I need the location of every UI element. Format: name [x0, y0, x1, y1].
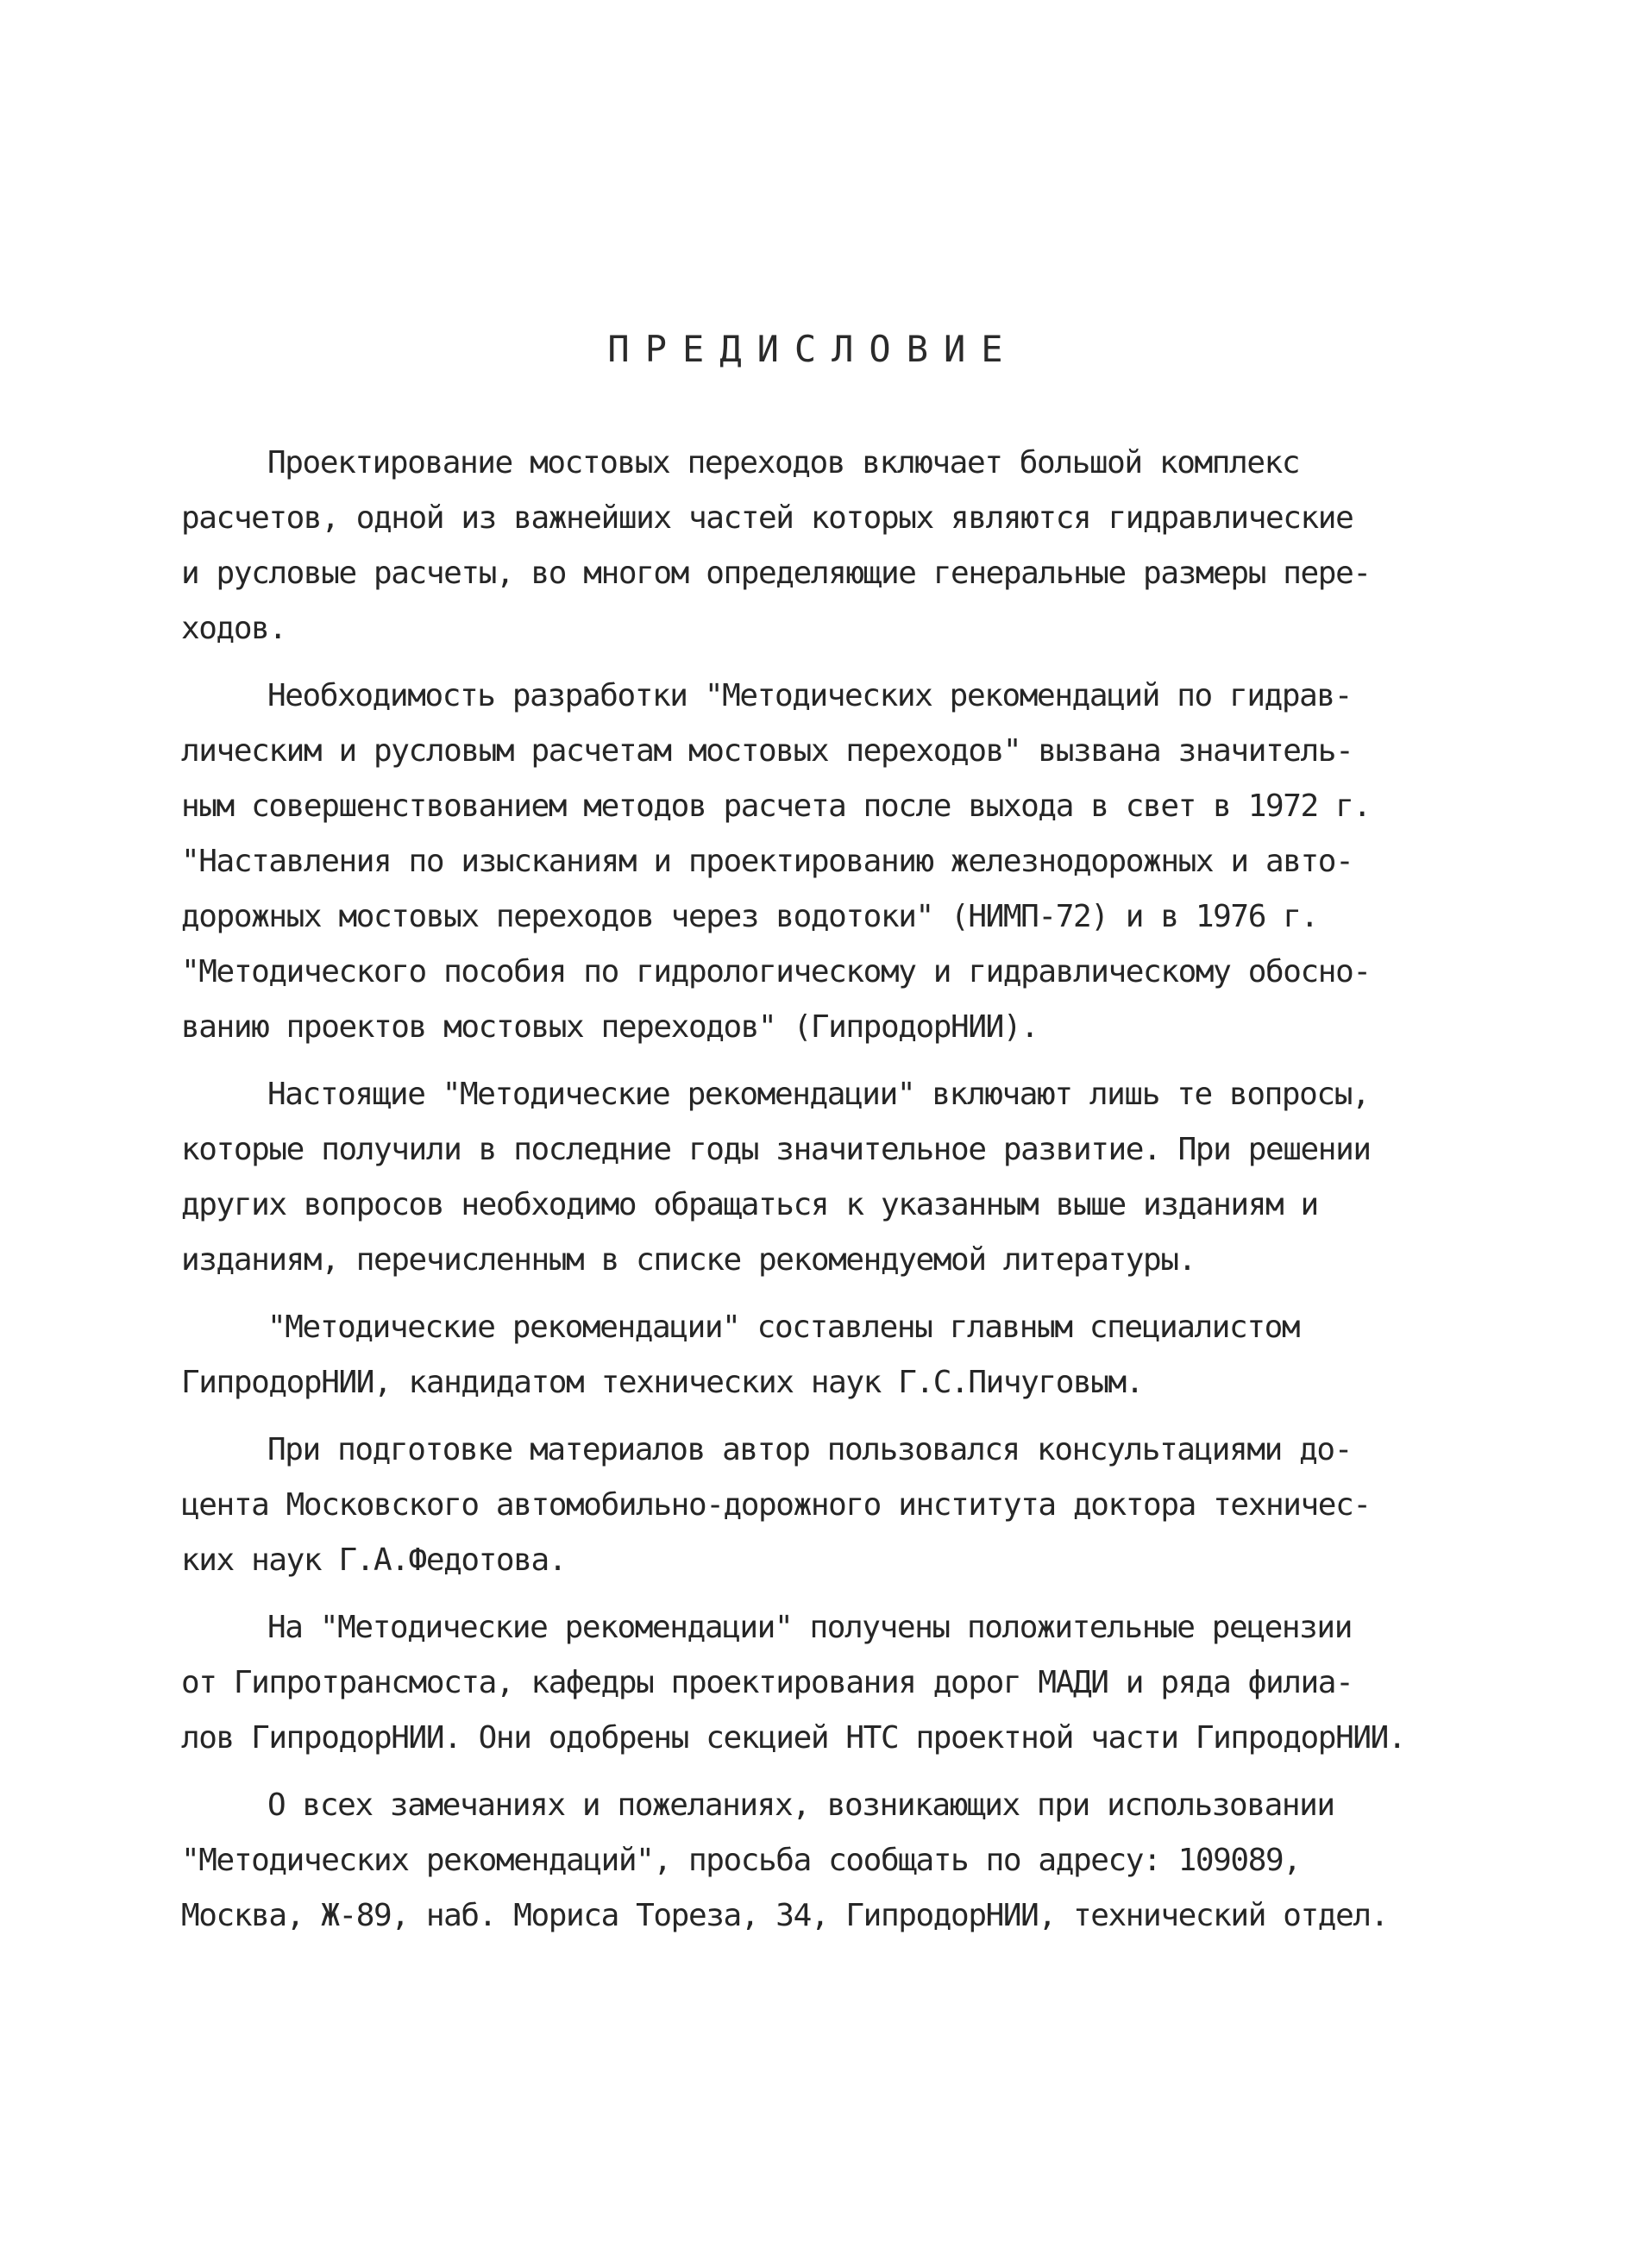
- text-line: "Наставления по изысканиям и проектированию железнодорожных и авто-: [181, 844, 1353, 879]
- text-line: лов ГипродорНИИ. Они одобрены секцией НТС проектной части ГипродорНИИ.: [181, 1720, 1406, 1756]
- text-line: дорожных мостовых переходов через водотоки" (НИМП-72) и в 1976 г.: [181, 899, 1318, 934]
- text-line: от Гипротрансмоста, кафедры проектирования дорог МАДИ и ряда филиа-: [181, 1665, 1353, 1700]
- text-line: На "Методические рекомендации" получены положительные рецензии: [267, 1610, 1352, 1645]
- text-line: О всех замечаниях и пожеланиях, возникающих при использовании: [267, 1787, 1334, 1823]
- paragraph-gap: [181, 1055, 1423, 1067]
- paragraph-gap: [181, 1410, 1423, 1423]
- text-line: других вопросов необходимо обращаться к указанным выше изданиям и: [181, 1187, 1318, 1222]
- text-line: цента Московского автомобильно-дорожного института доктора техничес-: [181, 1487, 1371, 1523]
- text-line: "Методические рекомендации" составлены главным специалистом: [267, 1310, 1300, 1345]
- text-line: лическим и русловым расчетам мостовых переходов" вызвана значитель-: [181, 733, 1353, 769]
- text-line: При подготовке материалов автор пользовался консультациями до-: [267, 1432, 1352, 1467]
- text-line: и русловые расчеты, во многом определяющие генеральные размеры пере-: [181, 556, 1371, 591]
- text-line: ванию проектов мостовых переходов" (ГипродорНИИ).: [181, 1009, 1039, 1045]
- text-line: Настоящие "Методические рекомендации" включают лишь те вопросы,: [267, 1077, 1370, 1112]
- text-line: ходов.: [181, 611, 286, 646]
- text-line: ным совершенствованием методов расчета после выхода в свет в 1972 г.: [181, 788, 1371, 824]
- text-line: расчетов, одной из важнейших частей которых являются гидравлические: [181, 500, 1353, 536]
- paragraph-gap: [181, 1288, 1423, 1300]
- page-title: ПРЕДИСЛОВИЕ: [607, 328, 1019, 370]
- text-line: Москва, Ж-89, наб. Мориса Тореза, 34, ГипродорНИИ, технический отдел.: [181, 1898, 1388, 1933]
- text-line: Проектирование мостовых переходов включает большой комплекс: [267, 445, 1300, 481]
- paragraph-gap: [181, 657, 1423, 669]
- text-line: "Методического пособия по гидрологическому и гидравлическому обосно-: [181, 954, 1371, 990]
- text-line: ГипродорНИИ, кандидатом технических наук Г.С.Пичуговым.: [181, 1365, 1144, 1400]
- paragraph-gap: [181, 1766, 1423, 1778]
- body-text: [181, 436, 1423, 1944]
- text-line: Необходимость разработки "Методических рекомендаций по гидрав-: [267, 678, 1352, 713]
- text-line: которые получили в последние годы значительное развитие. При решении: [181, 1132, 1371, 1167]
- text-line: "Методических рекомендаций", просьба сообщать по адресу: 109089,: [181, 1843, 1301, 1878]
- text-line: ких наук Г.А.Федотова.: [181, 1542, 567, 1578]
- text-line: изданиям, перечисленным в списке рекомендуемой литературы.: [181, 1242, 1196, 1278]
- paragraph-gap: [181, 1588, 1423, 1600]
